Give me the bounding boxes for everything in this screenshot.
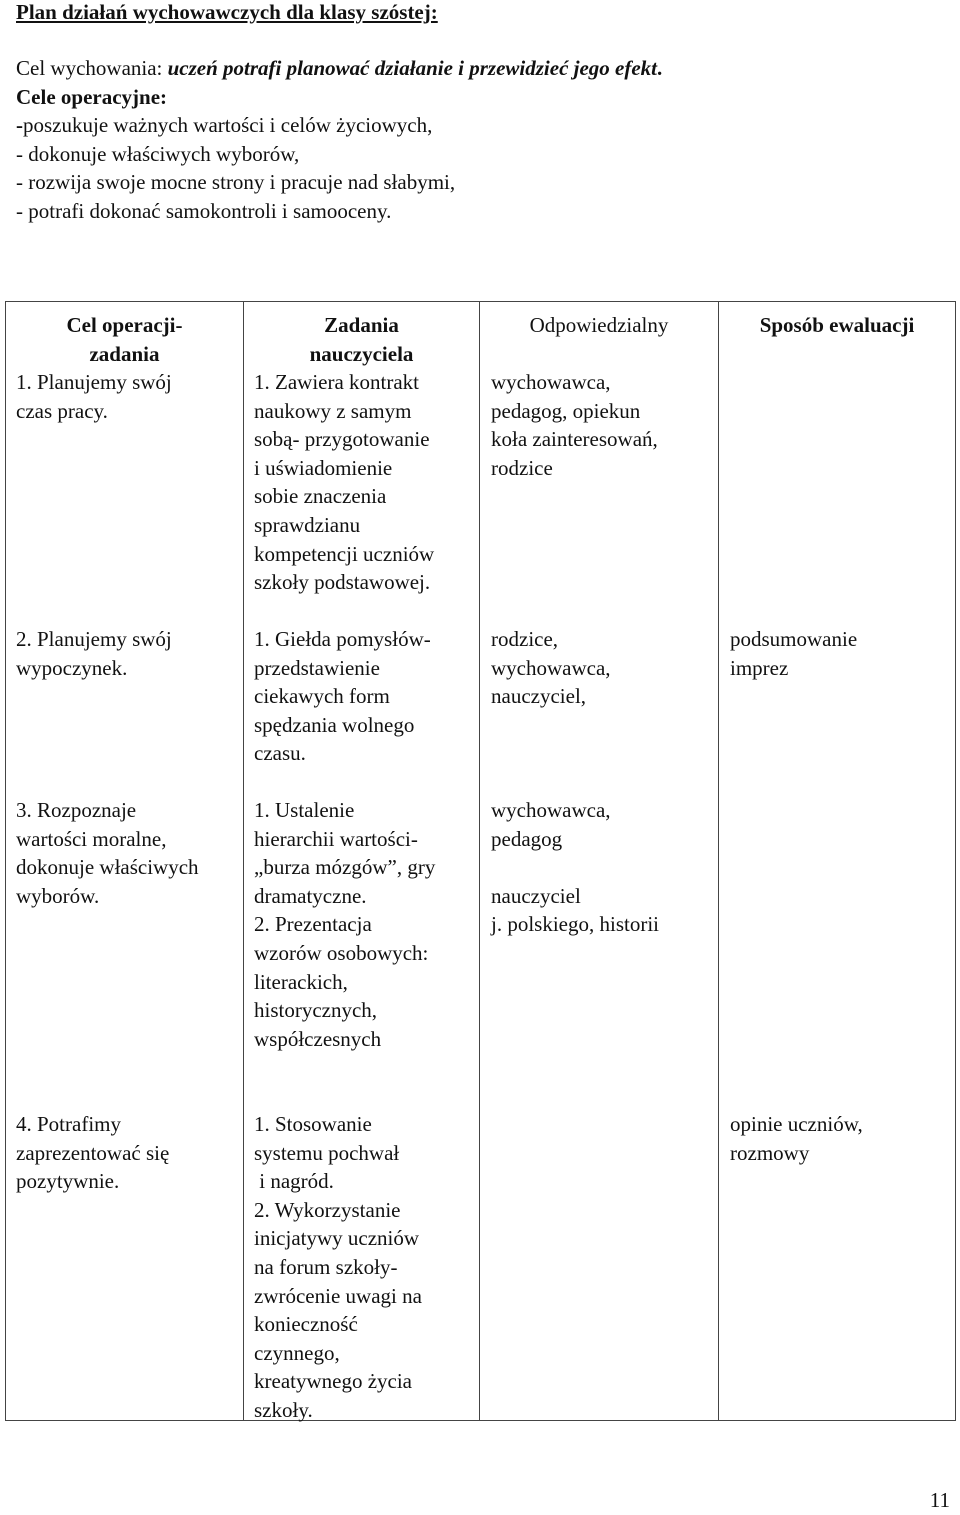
row-1-responsible: wychowawca, pedagog, opiekun koła zainteresowań, rodzice — [491, 370, 658, 480]
ops-item-3: - potrafi dokonać samokontroli i samooceny. — [16, 198, 392, 223]
row-3-responsible: wychowawca, pedagog nauczyciel j. polskiego, historii — [491, 798, 659, 937]
row-2-evaluation: podsumowanie imprez — [730, 627, 858, 680]
row-1-goal: 1. Planujemy swój czas pracy. — [16, 370, 172, 423]
column-divider — [243, 301, 244, 1421]
ops-item-2: - rozwija swoje mocne strony i pracuje nad słabymi, — [16, 170, 456, 195]
row-4-evaluation: opinie uczniów, rozmowy — [730, 1112, 863, 1165]
column-divider — [718, 301, 719, 1421]
goal-line — [16, 54, 662, 83]
ops-title: Cele operacyjne: — [16, 84, 168, 109]
row-2-tasks: 1. Giełda pomysłów- przedstawienie ciekawych form spędzania wolnego czasu. — [254, 627, 431, 766]
row-2-responsible: rodzice, wychowawca, nauczyciel, — [491, 627, 611, 709]
row-3-goal: 3. Rozpoznaje wartości moralne, dokonuje właściwych wyborów. — [16, 798, 199, 908]
ops-item-0: -poszukuje ważnych wartości i celów życiowych, — [16, 113, 433, 138]
goal-label: Cel wychowania: — [16, 56, 168, 80]
row-3-tasks: 1. Ustalenie hierarchii wartości- „burza mózgów”, gry dramatyczne. 2. Prezentacja wzorów osobowych: literackich, historycznych, współczesnych — [254, 798, 436, 1051]
row-2-goal: 2. Planujemy swój wypoczynek. — [16, 627, 172, 680]
goal-end: . — [657, 56, 663, 80]
page-number: 11 — [929, 1488, 950, 1512]
page-title: Plan działań wychowawczych dla klasy szóstej: — [16, 0, 438, 24]
column-divider — [479, 301, 480, 1421]
row-1-tasks: 1. Zawiera kontrakt naukowy z samym sobą- przygotowanie i uświadomienie sobie znaczenia sprawdzianu kompetencji uczniów szkoły podstawowej. — [254, 370, 435, 595]
header-goal: Cel operacji- zadania — [66, 313, 183, 366]
header-tasks: Zadania nauczyciela — [309, 313, 414, 366]
row-4-goal: 4. Potrafimy zaprezentować się pozytywnie. — [16, 1112, 170, 1194]
intro-section — [16, 54, 662, 226]
ops-item-1: - dokonuje właściwych wyborów, — [16, 141, 300, 166]
goal-text: uczeń potrafi planować działanie i przewidzieć jego efekt — [167, 56, 658, 80]
header-evaluation: Sposób ewaluacji — [759, 313, 915, 337]
header-responsible: Odpowiedzialny — [529, 313, 669, 337]
row-4-tasks: 1. Stosowanie systemu pochwał i nagród. 2. Wykorzystanie inicjatywy uczniów na forum szkoły- zwrócenie uwagi na konieczność czynnego, kreatywnego życia szkoły. — [254, 1112, 422, 1422]
